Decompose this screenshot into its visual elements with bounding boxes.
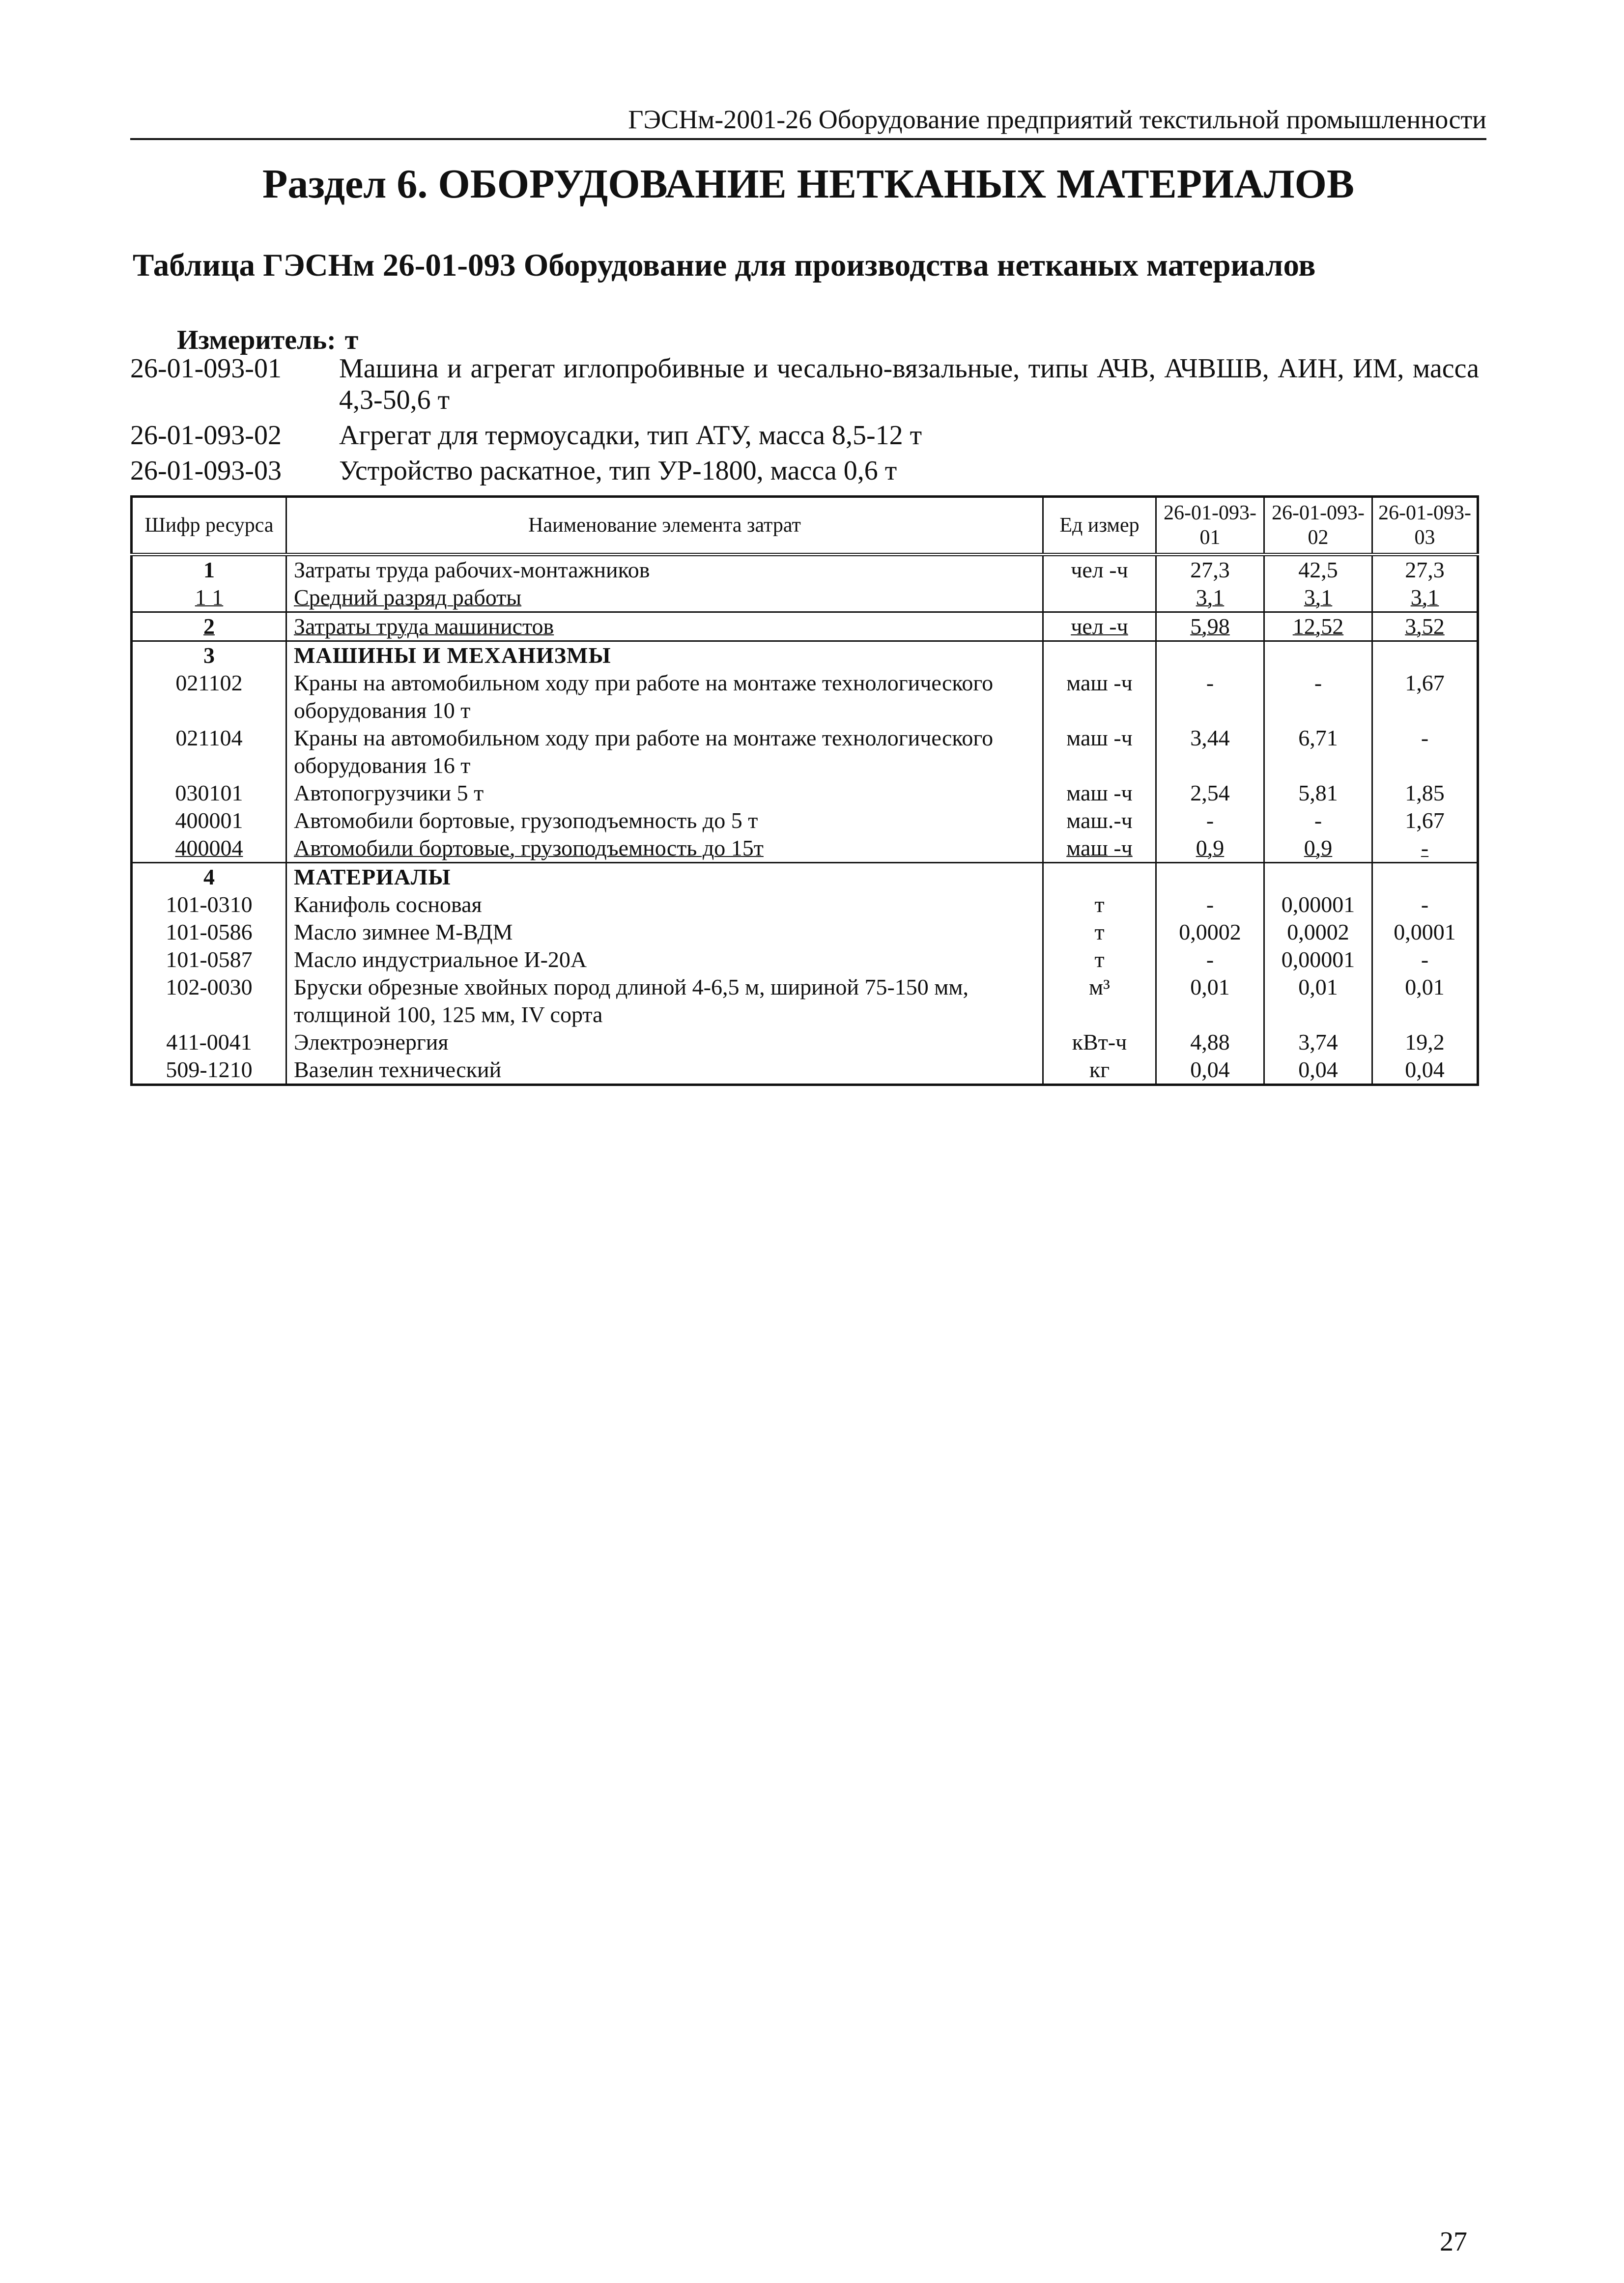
cell-value-3: 0,01 bbox=[1372, 973, 1478, 1028]
cell-unit: маш -ч bbox=[1043, 779, 1156, 807]
cell-unit bbox=[1043, 641, 1156, 670]
cell-name: Автопогрузчики 5 т bbox=[286, 779, 1043, 807]
cell-unit: кг bbox=[1043, 1056, 1156, 1085]
table-row bbox=[132, 584, 1478, 612]
resource-table bbox=[130, 495, 1479, 1086]
page-number: 27 bbox=[1440, 2226, 1467, 2257]
table-row bbox=[132, 946, 1478, 973]
table-row bbox=[132, 973, 1478, 1028]
cell-unit: маш.-ч bbox=[1043, 807, 1156, 834]
running-header: ГЭСНм-2001-26 Оборудование предприятий текстильной промышленности bbox=[628, 105, 1486, 134]
cell-name: Краны на автомобильном ходу при работе на монтаже технологического оборудования 16 т bbox=[286, 724, 1043, 779]
cell-name: Масло индустриальное И-20А bbox=[286, 946, 1043, 973]
cell-value-1: 0,01 bbox=[1156, 973, 1264, 1028]
cell-name: Автомобили бортовые, грузоподъемность до 15т bbox=[286, 834, 1043, 863]
cell-unit: т bbox=[1043, 918, 1156, 946]
cell-value-2: 3,1 bbox=[1264, 584, 1372, 612]
table-row bbox=[132, 918, 1478, 946]
cell-name: Бруски обрезные хвойных пород длиной 4-6,5 м, шириной 75-150 мм, толщиной 100, 125 мм, IV сорта bbox=[286, 973, 1043, 1028]
cell-name: Масло зимнее М-ВДМ bbox=[286, 918, 1043, 946]
code-id: 26-01-093-03 bbox=[130, 456, 282, 486]
meter-line bbox=[177, 324, 358, 356]
cell-value-2: 0,9 bbox=[1264, 834, 1372, 863]
code-description: Машина и агрегат иглопробивные и чесально-вязальные, типы АЧВ, АЧВШВ, АИН, ИМ, масса 4,3-50,6 т bbox=[339, 353, 1479, 415]
cell-code: 400004 bbox=[132, 834, 286, 863]
cell-name: Краны на автомобильном ходу при работе на монтаже технологического оборудования 10 т bbox=[286, 669, 1043, 724]
meter-label: Измеритель: bbox=[177, 325, 336, 355]
table-row bbox=[132, 669, 1478, 724]
cell-value-3: - bbox=[1372, 946, 1478, 973]
cell-value-1: 27,3 bbox=[1156, 555, 1264, 584]
code-list bbox=[130, 353, 1479, 490]
cell-value-3 bbox=[1372, 641, 1478, 670]
table-row bbox=[132, 724, 1478, 779]
cell-code: 1 bbox=[132, 555, 286, 584]
table-row bbox=[132, 1028, 1478, 1056]
cell-unit bbox=[1043, 584, 1156, 612]
cell-value-1: 4,88 bbox=[1156, 1028, 1264, 1056]
cell-value-1 bbox=[1156, 863, 1264, 891]
code-list-item bbox=[130, 455, 1479, 486]
cell-value-2: 12,52 bbox=[1264, 612, 1372, 641]
cell-value-2: 0,00001 bbox=[1264, 946, 1372, 973]
table-row bbox=[132, 891, 1478, 918]
cell-value-1: 0,0002 bbox=[1156, 918, 1264, 946]
cell-value-1: 0,04 bbox=[1156, 1056, 1264, 1085]
cell-value-2 bbox=[1264, 641, 1372, 670]
code-id: 26-01-093-02 bbox=[130, 420, 282, 451]
cell-name: Затраты труда рабочих-монтажников bbox=[286, 555, 1043, 584]
cell-unit: маш -ч bbox=[1043, 724, 1156, 779]
cell-unit: маш -ч bbox=[1043, 834, 1156, 863]
section-heading-machines: МАШИНЫ И МЕХАНИЗМЫ bbox=[286, 641, 1043, 670]
cell-code: 411-0041 bbox=[132, 1028, 286, 1056]
code-id: 26-01-093-01 bbox=[130, 353, 282, 384]
cell-code: 101-0587 bbox=[132, 946, 286, 973]
header-col-1: 26-01-093-01 bbox=[1156, 497, 1264, 555]
cell-name: Затраты труда машинистов bbox=[286, 612, 1043, 641]
cell-code: 3 bbox=[132, 641, 286, 670]
cell-code: 2 bbox=[132, 612, 286, 641]
cell-value-3: 1,85 bbox=[1372, 779, 1478, 807]
cell-value-1: - bbox=[1156, 669, 1264, 724]
cell-value-1: 2,54 bbox=[1156, 779, 1264, 807]
cell-value-3: - bbox=[1372, 891, 1478, 918]
cell-value-1: 5,98 bbox=[1156, 612, 1264, 641]
header-rule bbox=[130, 138, 1486, 140]
cell-unit: т bbox=[1043, 891, 1156, 918]
meter-value: т bbox=[344, 325, 359, 355]
cell-value-3: 0,0001 bbox=[1372, 918, 1478, 946]
header-col-2: 26-01-093-02 bbox=[1264, 497, 1372, 555]
cell-unit: маш -ч bbox=[1043, 669, 1156, 724]
table-section-row bbox=[132, 863, 1478, 891]
cell-value-3: - bbox=[1372, 724, 1478, 779]
cell-name: Автомобили бортовые, грузоподъемность до 5 т bbox=[286, 807, 1043, 834]
cell-value-2: 6,71 bbox=[1264, 724, 1372, 779]
cell-unit: чел -ч bbox=[1043, 612, 1156, 641]
section-heading-materials: МАТЕРИАЛЫ bbox=[286, 863, 1043, 891]
cell-name: Электроэнергия bbox=[286, 1028, 1043, 1056]
cell-unit bbox=[1043, 863, 1156, 891]
cell-value-3 bbox=[1372, 863, 1478, 891]
code-list-item bbox=[130, 420, 1479, 451]
cell-unit: т bbox=[1043, 946, 1156, 973]
cell-code: 021104 bbox=[132, 724, 286, 779]
header-unit: Ед измер bbox=[1043, 497, 1156, 555]
cell-code: 102-0030 bbox=[132, 973, 286, 1028]
code-description: Устройство раскатное, тип УР-1800, масса 0,6 т bbox=[339, 456, 897, 486]
cell-code: 4 bbox=[132, 863, 286, 891]
cell-name: Средний разряд работы bbox=[286, 584, 1043, 612]
table-row bbox=[132, 555, 1478, 584]
cell-value-3: 3,52 bbox=[1372, 612, 1478, 641]
table-title: Таблица ГЭСНм 26-01-093 Оборудование для производства нетканых материалов bbox=[133, 248, 1316, 283]
cell-code: 509-1210 bbox=[132, 1056, 286, 1085]
cell-value-2: - bbox=[1264, 807, 1372, 834]
cell-value-3: - bbox=[1372, 834, 1478, 863]
cell-value-3: 0,04 bbox=[1372, 1056, 1478, 1085]
cell-value-2: 42,5 bbox=[1264, 555, 1372, 584]
cell-value-3: 3,1 bbox=[1372, 584, 1478, 612]
cell-value-3: 1,67 bbox=[1372, 807, 1478, 834]
code-list-item bbox=[130, 353, 1479, 416]
cell-value-2: 0,00001 bbox=[1264, 891, 1372, 918]
header-col-3: 26-01-093-03 bbox=[1372, 497, 1478, 555]
table-row bbox=[132, 834, 1478, 863]
cell-value-2: 0,0002 bbox=[1264, 918, 1372, 946]
cell-value-2: 5,81 bbox=[1264, 779, 1372, 807]
cell-value-2: 0,04 bbox=[1264, 1056, 1372, 1085]
cell-unit: кВт-ч bbox=[1043, 1028, 1156, 1056]
cell-value-1: - bbox=[1156, 946, 1264, 973]
header-cost-element: Наименование элемента затрат bbox=[286, 497, 1043, 555]
header-resource-code: Шифр ресурса bbox=[132, 497, 286, 555]
cell-name: Вазелин технический bbox=[286, 1056, 1043, 1085]
cell-value-1: 3,44 bbox=[1156, 724, 1264, 779]
cell-code: 030101 bbox=[132, 779, 286, 807]
cell-unit: чел -ч bbox=[1043, 555, 1156, 584]
cell-value-3: 1,67 bbox=[1372, 669, 1478, 724]
cell-value-2: 0,01 bbox=[1264, 973, 1372, 1028]
cell-value-1 bbox=[1156, 641, 1264, 670]
table-row bbox=[132, 1056, 1478, 1085]
cell-value-1: 0,9 bbox=[1156, 834, 1264, 863]
code-description: Агрегат для термоусадки, тип АТУ, масса 8,5-12 т bbox=[339, 420, 922, 451]
cell-code: 021102 bbox=[132, 669, 286, 724]
cell-value-3: 27,3 bbox=[1372, 555, 1478, 584]
table-row bbox=[132, 779, 1478, 807]
cell-name: Канифоль сосновая bbox=[286, 891, 1043, 918]
cell-code: 1 1 bbox=[132, 584, 286, 612]
cell-value-1: - bbox=[1156, 807, 1264, 834]
cell-code: 101-0310 bbox=[132, 891, 286, 918]
table-row bbox=[132, 612, 1478, 641]
cell-code: 101-0586 bbox=[132, 918, 286, 946]
table-row bbox=[132, 807, 1478, 834]
cell-value-1: - bbox=[1156, 891, 1264, 918]
cell-value-3: 19,2 bbox=[1372, 1028, 1478, 1056]
cell-unit: м³ bbox=[1043, 973, 1156, 1028]
cell-value-2 bbox=[1264, 863, 1372, 891]
cell-code: 400001 bbox=[132, 807, 286, 834]
section-title: Раздел 6. ОБОРУДОВАНИЕ НЕТКАНЫХ МАТЕРИАЛОВ bbox=[262, 161, 1355, 207]
cell-value-2: 3,74 bbox=[1264, 1028, 1372, 1056]
table-header-row bbox=[132, 497, 1478, 555]
cell-value-2: - bbox=[1264, 669, 1372, 724]
table-section-row bbox=[132, 641, 1478, 670]
cell-value-1: 3,1 bbox=[1156, 584, 1264, 612]
